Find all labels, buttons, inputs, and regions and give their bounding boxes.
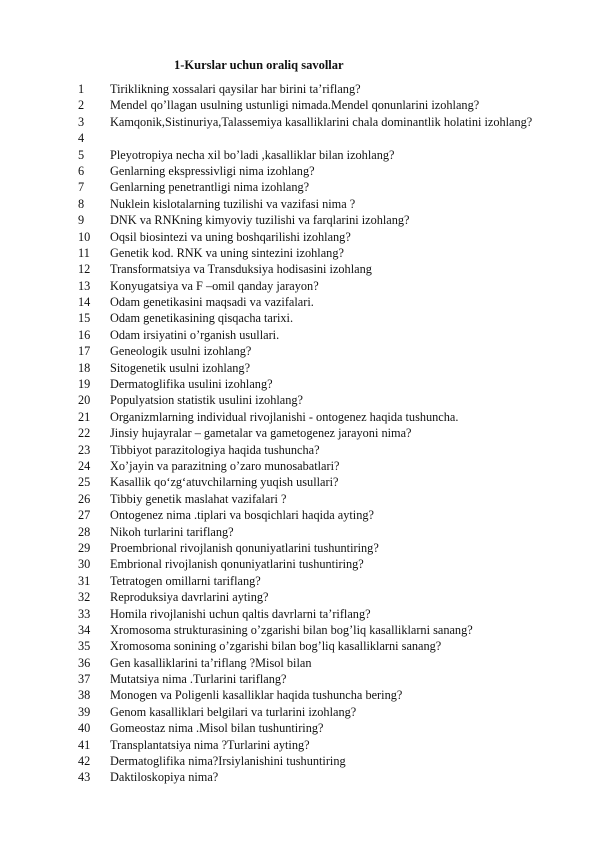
question-text: Xo’jayin va parazitning o’zaro munosabatlari? — [110, 459, 340, 473]
question-row — [0, 327, 596, 343]
question-number: 6 — [78, 163, 85, 178]
question-row — [0, 556, 596, 572]
question-row — [0, 540, 596, 556]
question-number: 28 — [78, 524, 91, 539]
question-text: Genom kasalliklari belgilari va turlarini izohlang? — [110, 704, 357, 719]
question-text: Transformatsiya va Transduksiya hodisasini izohlang — [110, 262, 372, 277]
question-number: 30 — [78, 557, 91, 572]
question-row — [0, 392, 596, 408]
question-row — [0, 245, 596, 261]
question-text: Genlarning ekspressivligi nima izohlang? — [110, 163, 315, 178]
question-number: 14 — [78, 295, 91, 310]
question-text: Populyatsion statistik usulini izohlang? — [110, 393, 303, 408]
question-number: 40 — [78, 721, 91, 736]
question-row — [0, 671, 596, 687]
question-row — [0, 196, 596, 212]
question-number: 20 — [78, 393, 91, 408]
question-text: Tibbiy genetik maslahat vazifalari ? — [110, 491, 287, 506]
document-title: 1-Kurslar uchun oraliq savollar — [174, 58, 344, 72]
question-text: Odam irsiyatini o’rganish usullari. — [110, 327, 280, 342]
question-row — [0, 376, 596, 392]
question-text: Proembrional rivojlanish qonuniyatlarini tushuntiring? — [110, 540, 379, 555]
question-number: 3 — [78, 114, 85, 129]
question-text: Odam genetikasini maqsadi va vazifalari. — [110, 295, 314, 310]
question-text: Kasallik qo‘zg‘atuvchilarning yuqish usullari? — [110, 475, 339, 490]
question-row — [0, 458, 596, 474]
question-text: Genlarning penetrantligi nima izohlang? — [110, 180, 310, 195]
question-text: Kamqonik,Sistinuriya,Talassemiya kasalliklarini chala dominantlik holatini izohlang? — [110, 114, 533, 129]
question-number: 7 — [78, 180, 85, 195]
question-row — [0, 491, 596, 507]
question-row — [0, 507, 596, 523]
question-row — [0, 179, 596, 195]
question-number: 2 — [78, 98, 85, 113]
question-text: Tiriklikning xossalari qaysilar har birini ta’riflang? — [110, 82, 361, 96]
question-text: Odam genetikasining qisqacha tarixi. — [110, 311, 294, 326]
question-number: 43 — [78, 770, 91, 785]
question-text: Mendel qo’llagan usulning ustunligi nimada.Mendel qonunlarini izohlang? — [110, 98, 480, 113]
question-number: 39 — [78, 704, 91, 719]
question-number: 34 — [78, 622, 91, 637]
question-text: Xromosoma sonining o’zgarishi bilan bog’liq kasalliklarni sanang? — [110, 639, 442, 654]
question-row — [0, 360, 596, 376]
question-number: 8 — [78, 196, 85, 211]
question-row — [0, 425, 596, 441]
question-row — [0, 622, 596, 638]
question-row — [0, 737, 596, 753]
question-number: 21 — [78, 409, 91, 424]
question-number: 24 — [78, 459, 91, 473]
question-row — [0, 638, 596, 654]
question-number: 38 — [78, 688, 91, 703]
question-row — [0, 589, 596, 605]
question-number: 13 — [78, 278, 91, 293]
question-row — [0, 294, 596, 310]
question-text: Gomeostaz nima .Misol bilan tushuntiring? — [110, 721, 324, 736]
question-text: Ontogenez nima .tiplari va bosqichlari haqida ayting? — [110, 508, 374, 523]
question-row — [0, 261, 596, 277]
question-text: Dermatoglifika nima?Irsiylanishini tushuntiring — [110, 754, 346, 769]
question-row — [0, 704, 596, 720]
question-row — [0, 687, 596, 703]
question-number: 15 — [78, 311, 91, 326]
question-number: 25 — [78, 475, 91, 490]
question-row — [0, 147, 596, 163]
question-text: Mutatsiya nima .Turlarini tariflang? — [110, 672, 287, 687]
question-row — [0, 163, 596, 179]
question-number: 35 — [78, 639, 91, 654]
question-text: Dermatoglifika usulini izohlang? — [110, 377, 273, 392]
question-row — [0, 310, 596, 326]
question-number: 17 — [78, 344, 91, 359]
question-row — [0, 474, 596, 490]
question-row — [0, 229, 596, 245]
question-number: 26 — [78, 491, 91, 506]
question-text: Konyugatsiya va F –omil qanday jarayon? — [110, 278, 319, 293]
question-row — [0, 606, 596, 622]
question-number: 41 — [78, 737, 91, 752]
question-text: Nuklein kislotalarning tuzilishi va vazifasi nima ? — [110, 196, 356, 211]
question-number: 29 — [78, 540, 91, 555]
question-text: Genetik kod. RNK va uning sintezini izohlang? — [110, 245, 344, 260]
question-number: 33 — [78, 606, 91, 621]
question-text: Organizmlarning individual rivojlanishi - ontogenez haqida tushuncha. — [110, 409, 459, 424]
question-number: 1 — [78, 82, 85, 96]
question-text: Transplantatsiya nima ?Turlarini ayting? — [110, 737, 310, 752]
question-row — [0, 720, 596, 736]
question-row — [0, 655, 596, 671]
question-row — [0, 278, 596, 294]
question-row — [0, 573, 596, 589]
question-number: 23 — [78, 442, 91, 457]
question-text: Xromosoma strukturasining o’zgarishi bilan bog’liq kasalliklarni sanang? — [110, 622, 473, 637]
question-row — [0, 97, 596, 113]
question-text: DNK va RNKning kimyoviy tuzilishi va farqlarini izohlang? — [110, 213, 410, 228]
question-text: Jinsiy hujayralar – gametalar va gametogenez jarayoni nima? — [110, 426, 412, 441]
question-text: Daktiloskopiya nima? — [110, 770, 219, 785]
question-number: 9 — [78, 213, 85, 228]
question-row — [0, 442, 596, 458]
question-text: Monogen va Poligenli kasalliklar haqida tushuncha bering? — [110, 688, 403, 703]
question-text: Sitogenetik usulni izohlang? — [110, 360, 251, 375]
question-number: 42 — [78, 754, 91, 769]
question-number: 18 — [78, 360, 91, 375]
question-number: 36 — [78, 655, 91, 670]
question-text: Reproduksiya davrlarini ayting? — [110, 590, 269, 605]
question-row — [0, 753, 596, 769]
question-number: 37 — [78, 672, 91, 687]
question-number: 11 — [78, 245, 90, 260]
question-text: Tibbiyot parazitologiya haqida tushuncha? — [110, 442, 320, 457]
question-number: 5 — [78, 147, 85, 162]
question-row — [0, 769, 596, 785]
question-number: 12 — [78, 262, 91, 277]
question-row — [0, 409, 596, 425]
question-number: 27 — [78, 508, 91, 523]
question-text: Nikoh turlarini tariflang? — [110, 524, 234, 539]
question-text: Homila rivojlanishi uchun qaltis davrlarni ta’riflang? — [110, 606, 371, 621]
question-number: 16 — [78, 327, 91, 342]
question-row — [0, 343, 596, 359]
question-text: Pleyotropiya necha xil bo’ladi ,kasalliklar bilan izohlang? — [110, 147, 395, 162]
question-number: 19 — [78, 377, 91, 392]
question-text: Gen kasalliklarini ta’riflang ?Misol bilan — [110, 655, 312, 670]
question-row — [0, 114, 596, 147]
question-list — [0, 81, 596, 786]
question-row — [0, 81, 596, 97]
question-row — [0, 212, 596, 228]
question-number: 31 — [78, 573, 91, 588]
question-text: Tetratogen omillarni tariflang? — [110, 573, 261, 588]
question-number: 4 — [78, 131, 85, 146]
question-text: Geneologik usulni izohlang? — [110, 344, 252, 359]
question-text: Embrional rivojlanish qonuniyatlarini tushuntiring? — [110, 557, 364, 572]
question-text: Oqsil biosintezi va uning boshqarilishi izohlang? — [110, 229, 351, 244]
question-row — [0, 524, 596, 540]
question-number: 22 — [78, 426, 91, 441]
question-number: 32 — [78, 590, 91, 605]
question-number: 10 — [78, 229, 91, 244]
